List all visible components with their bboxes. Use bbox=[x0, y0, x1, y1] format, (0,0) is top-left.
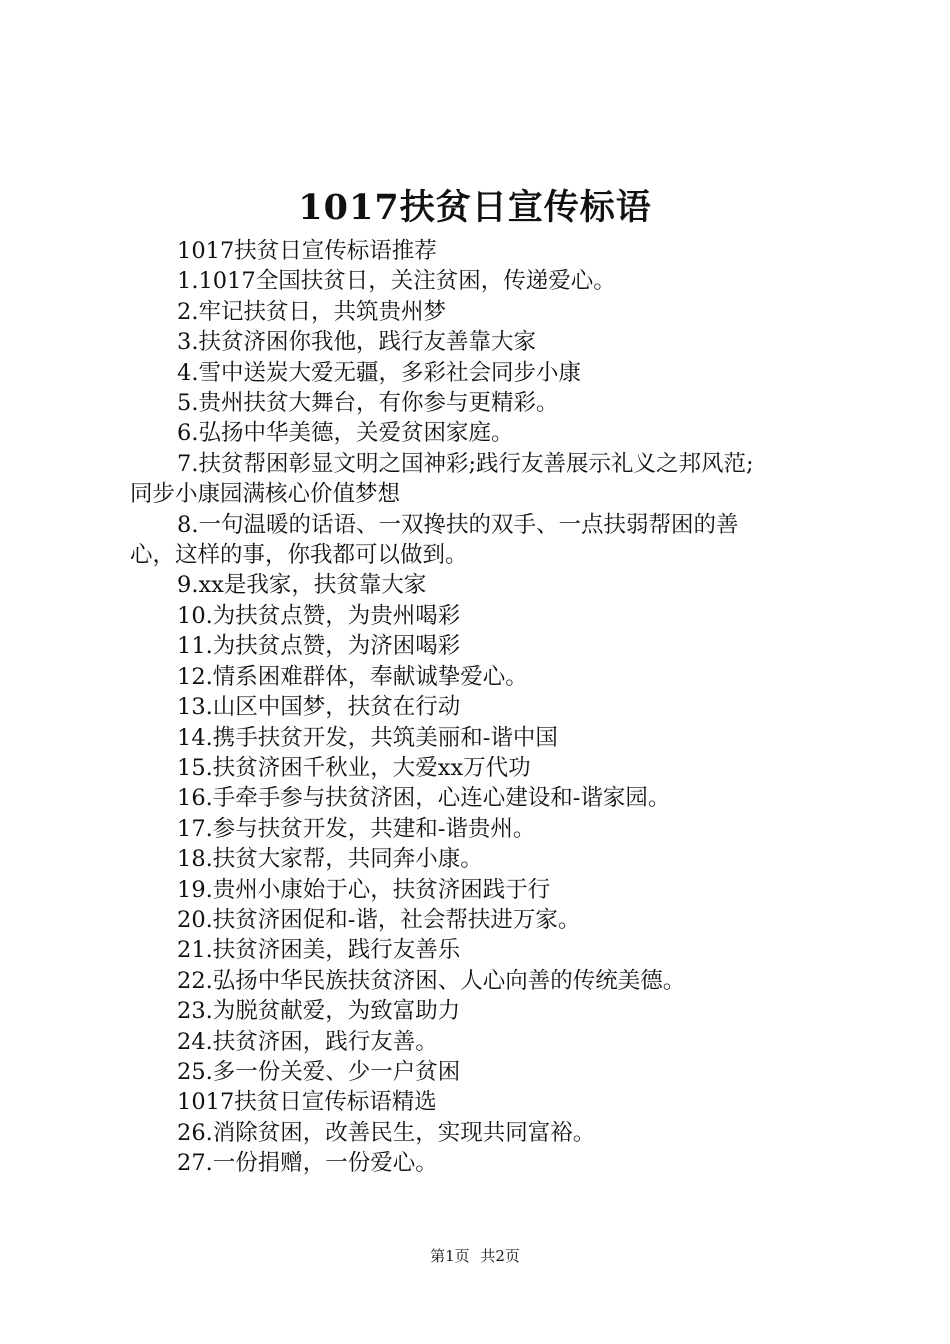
slogan-line: 7.扶贫帮困彰显文明之国神彩;践行友善展示礼义之邦风范; bbox=[177, 450, 754, 477]
slogan-line: 19.贵州小康始于心，扶贫济困践于行 bbox=[177, 876, 551, 903]
slogan-line: 20.扶贫济困促和-谐，社会帮扶进万家。 bbox=[177, 906, 581, 933]
slogan-line-continued: 同步小康园满核心价值梦想 bbox=[130, 481, 401, 508]
page-footer bbox=[0, 1245, 950, 1266]
slogan-line: 4.雪中送炭大爱无疆，多彩社会同步小康 bbox=[177, 359, 581, 386]
slogan-line: 6.弘扬中华美德，关爱贫困家庭。 bbox=[177, 420, 514, 447]
slogan-line: 10.为扶贫点赞，为贵州喝彩 bbox=[177, 602, 461, 629]
slogan-line: 2.牢记扶贫日，共筑贵州梦 bbox=[177, 298, 446, 325]
section-heading-recommend: 1017扶贫日宣传标语推荐 bbox=[177, 238, 437, 264]
slogan-line: 27.一份捐赠，一份爱心。 bbox=[177, 1150, 438, 1177]
slogan-line: 11.为扶贫点赞，为济困喝彩 bbox=[177, 633, 461, 660]
document-title: 1017扶贫日宣传标语 bbox=[298, 187, 652, 228]
slogan-line: 23.为脱贫献爱，为致富助力 bbox=[177, 998, 461, 1025]
slogan-line: 22.弘扬中华民族扶贫济困、人心向善的传统美德。 bbox=[177, 967, 686, 994]
slogan-line: 3.扶贫济困你我他，践行友善靠大家 bbox=[177, 329, 536, 356]
page-number: 第1页 bbox=[430, 1247, 470, 1265]
slogan-line: 25.多一份关爱、少一户贫困 bbox=[177, 1058, 461, 1085]
slogan-line-continued: 心，这样的事，你我都可以做到。 bbox=[130, 542, 468, 569]
slogan-line: 16.手牵手参与扶贫济困，心连心建设和-谐家园。 bbox=[177, 785, 671, 812]
slogan-line: 26.消除贫困，改善民生，实现共同富裕。 bbox=[177, 1119, 596, 1146]
slogan-line: 14.携手扶贫开发，共筑美丽和-谐中国 bbox=[177, 724, 558, 751]
slogan-line: 13.山区中国梦，扶贫在行动 bbox=[177, 694, 461, 721]
slogan-line: 15.扶贫济困千秋业，大爱xx万代功 bbox=[177, 754, 531, 781]
slogan-line: 8.一句温暖的话语、一双搀扶的双手、一点扶弱帮困的善 bbox=[177, 511, 739, 538]
document-body bbox=[130, 236, 850, 1179]
slogan-line: 5.贵州扶贫大舞台，有你参与更精彩。 bbox=[177, 390, 559, 417]
slogan-line: 12.情系困难群体，奉献诚挚爱心。 bbox=[177, 663, 528, 690]
slogan-line: 1.1017全国扶贫日，关注贫困，传递爱心。 bbox=[177, 268, 616, 295]
slogan-line: 18.扶贫大家帮，共同奔小康。 bbox=[177, 846, 483, 873]
slogan-line: 9.xx是我家，扶贫靠大家 bbox=[177, 572, 427, 599]
section-heading-selected: 1017扶贫日宣传标语精选 bbox=[177, 1089, 437, 1116]
slogan-line: 21.扶贫济困美，践行友善乐 bbox=[177, 937, 461, 964]
slogan-line: 17.参与扶贫开发，共建和-谐贵州。 bbox=[177, 815, 536, 842]
slogan-line: 24.扶贫济困，践行友善。 bbox=[177, 1028, 438, 1055]
page-total: 共2页 bbox=[480, 1247, 520, 1265]
